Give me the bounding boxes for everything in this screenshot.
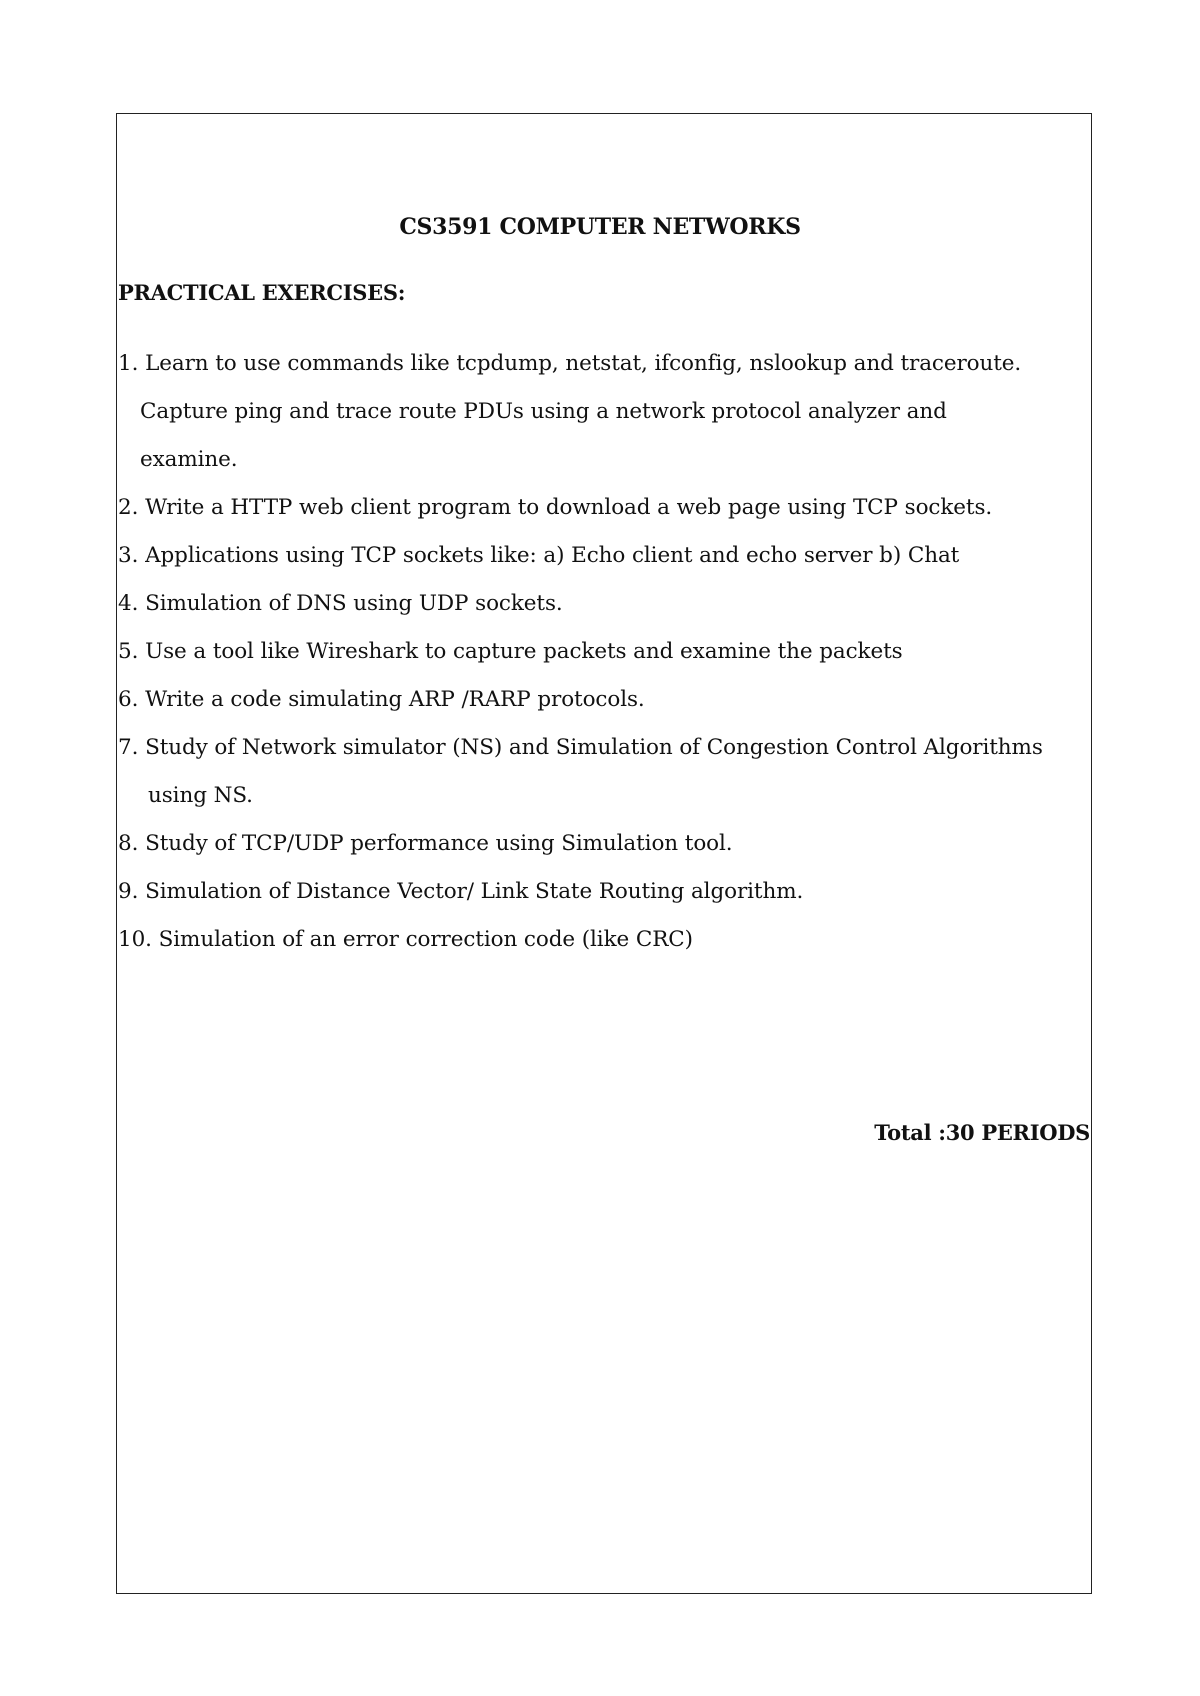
total-periods: Total :30 PERIODS [874, 1120, 1090, 1145]
section-heading: PRACTICAL EXERCISES: [118, 280, 406, 305]
exercise-item-1 [118, 340, 1090, 484]
course-title: CS3591 COMPUTER NETWORKS [399, 214, 801, 240]
exercise-number: 2. [118, 495, 139, 520]
exercise-text-continued: examine. [140, 447, 238, 472]
exercise-text: Simulation of an error correction code (like CRC) [158, 927, 693, 952]
exercise-number: 3. [118, 543, 139, 568]
exercise-text: Use a tool like Wireshark to capture packets and examine the packets [145, 639, 903, 664]
exercise-number: 9. [118, 879, 139, 904]
exercise-number: 5. [118, 639, 139, 664]
exercise-text: Study of TCP/UDP performance using Simulation tool. [145, 831, 733, 856]
exercise-item-5 [118, 628, 1090, 676]
exercise-item-8 [118, 820, 1090, 868]
exercise-number: 8. [118, 831, 139, 856]
exercise-item-10 [118, 916, 1090, 964]
exercise-number: 7. [118, 735, 139, 760]
exercise-text: Write a code simulating ARP /RARP protocols. [145, 687, 645, 712]
exercise-item-6 [118, 676, 1090, 724]
exercise-item-2 [118, 484, 1090, 532]
exercise-text: Write a HTTP web client program to download a web page using TCP sockets. [145, 495, 993, 520]
exercise-text: Applications using TCP sockets like: a) Echo client and echo server b) Chat [145, 543, 960, 568]
exercise-text: Study of Network simulator (NS) and Simulation of Congestion Control Algorithms [145, 735, 1043, 760]
exercise-number: 6. [118, 687, 139, 712]
exercise-item-7 [118, 724, 1090, 820]
exercise-number: 4. [118, 591, 139, 616]
exercise-number: 1. [118, 351, 139, 376]
exercise-text-continued: using NS. [148, 783, 253, 808]
exercise-text: Simulation of DNS using UDP sockets. [145, 591, 563, 616]
exercise-text: Learn to use commands like tcpdump, netstat, ifconfig, nslookup and traceroute. [145, 351, 1022, 376]
exercise-item-9 [118, 868, 1090, 916]
exercise-number: 10. [118, 927, 152, 952]
exercise-text: Simulation of Distance Vector/ Link State Routing algorithm. [145, 879, 804, 904]
exercise-list [118, 340, 1090, 964]
exercise-item-4 [118, 580, 1090, 628]
exercise-text-continued: Capture ping and trace route PDUs using a network protocol analyzer and [140, 399, 947, 424]
exercise-item-3 [118, 532, 1090, 580]
